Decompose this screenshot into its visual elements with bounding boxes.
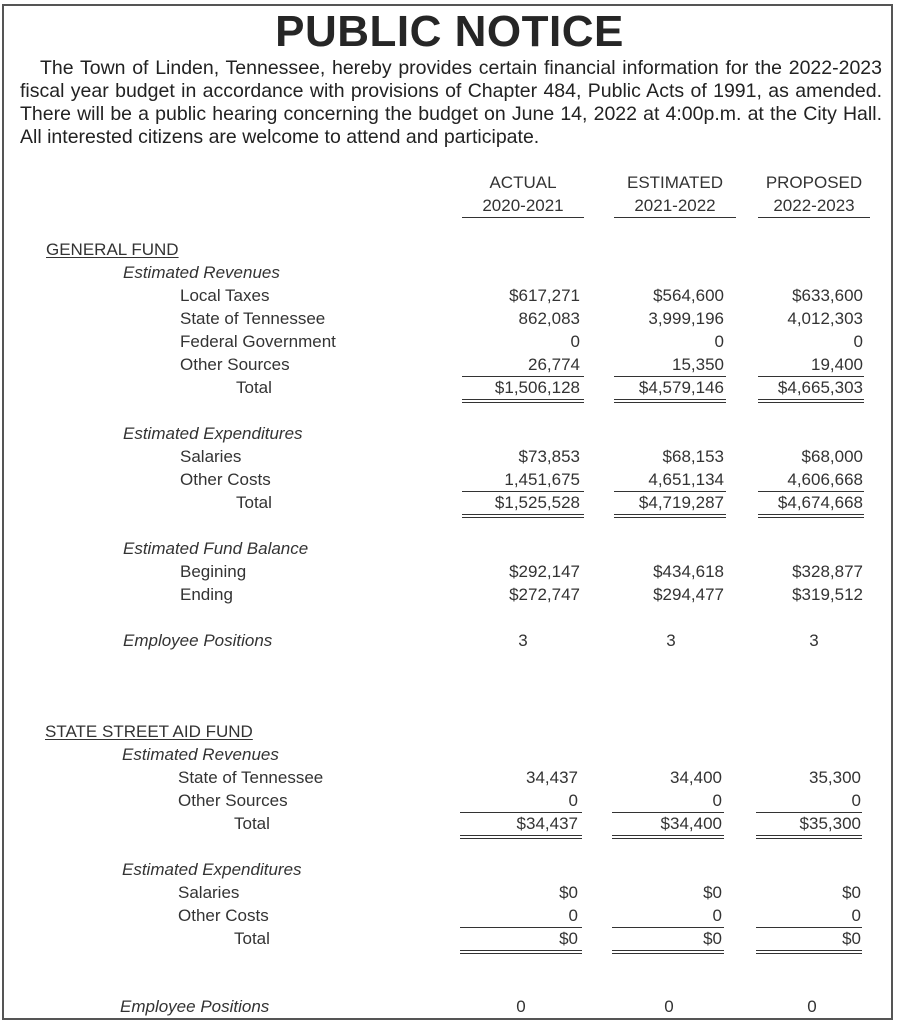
column-header-estimated	[614, 171, 736, 218]
gf-balance-value: $272,747	[509, 585, 580, 604]
gf-fund-balance-label: Estimated Fund Balance	[123, 539, 309, 558]
gf-rev-total-value: $4,665,303	[777, 378, 863, 397]
subtotal-rule	[756, 812, 862, 813]
gf-rev-total-label: Total	[236, 378, 272, 397]
column-header-proposed	[758, 171, 870, 218]
gf-revenues-label: Estimated Revenues	[123, 263, 280, 282]
subtotal-rule	[614, 376, 726, 377]
total-rule	[756, 950, 862, 951]
ssa-rev-row-label: Other Sources	[178, 791, 288, 810]
total-rule	[460, 953, 582, 954]
gf-exp-value: $73,853	[518, 447, 580, 466]
total-rule	[614, 399, 726, 400]
subtotal-rule	[460, 812, 582, 813]
ssa-exp-value: 0	[568, 906, 578, 925]
gf-expenditures-label: Estimated Expenditures	[123, 424, 303, 443]
gf-exp-total-value: $1,525,528	[494, 493, 580, 512]
total-rule	[758, 402, 864, 403]
total-rule	[462, 402, 584, 403]
gf-rev-value: 26,774	[528, 355, 580, 374]
gf-balance-value: $319,512	[792, 585, 863, 604]
ssa-exp-value: $0	[703, 883, 722, 902]
column-header-label: ACTUAL	[489, 173, 557, 192]
gf-rev-total-value: $1,506,128	[494, 378, 580, 397]
gf-exp-value: $68,153	[662, 447, 724, 466]
ssa-exp-total-value: $0	[703, 929, 722, 948]
gf-rev-value: 0	[714, 332, 724, 351]
total-rule	[756, 953, 862, 954]
total-rule	[614, 514, 726, 515]
ssa-rev-value: 34,400	[670, 768, 722, 787]
subtotal-rule	[462, 491, 584, 492]
ssa-expenditures-label: Estimated Expenditures	[122, 860, 302, 879]
gf-rev-value: 19,400	[811, 355, 863, 374]
gf-exp-total-value: $4,719,287	[638, 493, 724, 512]
intro-line-1: The Town of Linden, Tennessee, hereby provides certain financial information for the 2022-2023	[40, 57, 882, 79]
ssa-revenues-label: Estimated Revenues	[122, 745, 279, 764]
gf-exp-total-value: $4,674,668	[777, 493, 863, 512]
gf-exp-value: 4,651,134	[648, 470, 724, 489]
gf-employee-positions-label: Employee Positions	[123, 631, 273, 650]
total-rule	[462, 517, 584, 518]
ssa-exp-total-label: Total	[234, 929, 270, 948]
subtotal-rule	[612, 812, 724, 813]
ssa-exp-value: 0	[851, 906, 861, 925]
intro-line-3: There will be a public hearing concerning the budget on June 14, 2022 at 4:00p.m. at the City Hall. All	[20, 103, 882, 148]
subtotal-rule	[612, 927, 724, 928]
gf-balance-value: $328,877	[792, 562, 863, 581]
ssa-rev-row-label: State of Tennessee	[178, 768, 324, 787]
gf-employee-value: 3	[809, 631, 819, 650]
notice-title: PUBLIC NOTICE	[275, 7, 624, 56]
ssa-exp-value: $0	[559, 883, 578, 902]
gf-rev-value: $564,600	[653, 286, 724, 305]
column-header-label: PROPOSED	[765, 173, 863, 192]
gf-rev-value: 3,999,196	[648, 309, 724, 328]
total-rule	[612, 950, 724, 951]
gf-balance-value: $292,147	[509, 562, 580, 581]
ssa-employee-positions-label: Employee Positions	[120, 997, 270, 1016]
subtotal-rule	[462, 376, 584, 377]
ssa-rev-value: 35,300	[809, 768, 861, 787]
column-header-year: 2021-2022	[614, 194, 736, 218]
ssa-exp-value: 0	[712, 906, 722, 925]
ssa-exp-value: $0	[842, 883, 861, 902]
gf-rev-value: 862,083	[518, 309, 580, 328]
gf-balance-value: $434,618	[653, 562, 724, 581]
gf-exp-row-label: Other Costs	[180, 470, 271, 489]
ssa-exp-row-label: Salaries	[178, 883, 240, 902]
total-rule	[460, 838, 582, 839]
ssa-rev-total-value: $34,400	[660, 814, 722, 833]
total-rule	[612, 838, 724, 839]
gf-exp-row-label: Salaries	[180, 447, 242, 466]
state-street-aid-fund-heading: STATE STREET AID FUND	[45, 722, 253, 741]
gf-rev-value: 4,012,303	[787, 309, 863, 328]
gf-rev-value: $617,271	[509, 286, 580, 305]
gf-rev-total-value: $4,579,146	[638, 378, 724, 397]
gf-rev-value: 15,350	[672, 355, 724, 374]
column-header-label: ESTIMATED	[626, 173, 724, 192]
total-rule	[612, 835, 724, 836]
gf-exp-total-label: Total	[236, 493, 272, 512]
ssa-rev-value: 0	[568, 791, 578, 810]
gf-rev-row-label: Local Taxes	[180, 286, 270, 305]
ssa-exp-total-value: $0	[559, 929, 578, 948]
ssa-employee-value: 0	[807, 997, 817, 1016]
gf-balance-row-label: Ending	[180, 585, 233, 604]
gf-employee-value: 3	[666, 631, 676, 650]
gf-rev-row-label: Federal Government	[180, 332, 336, 351]
subtotal-rule	[758, 376, 864, 377]
total-rule	[614, 402, 726, 403]
column-header-actual	[462, 171, 584, 218]
gf-employee-value: 3	[518, 631, 528, 650]
total-rule	[460, 950, 582, 951]
total-rule	[756, 835, 862, 836]
total-rule	[612, 953, 724, 954]
ssa-rev-value: 34,437	[526, 768, 578, 787]
gf-exp-value: 4,606,668	[787, 470, 863, 489]
general-fund-heading: GENERAL FUND	[46, 240, 179, 259]
ssa-employee-value: 0	[516, 997, 526, 1016]
total-rule	[758, 514, 864, 515]
gf-rev-value: 0	[853, 332, 863, 351]
gf-rev-value: $633,600	[792, 286, 863, 305]
total-rule	[462, 514, 584, 515]
subtotal-rule	[460, 927, 582, 928]
gf-rev-row-label: State of Tennessee	[180, 309, 326, 328]
intro-paragraph	[20, 57, 882, 149]
ssa-exp-row-label: Other Costs	[178, 906, 269, 925]
total-rule	[462, 399, 584, 400]
gf-rev-row-label: Other Sources	[180, 355, 290, 374]
gf-exp-value: 1,451,675	[504, 470, 580, 489]
ssa-rev-value: 0	[712, 791, 722, 810]
total-rule	[758, 517, 864, 518]
intro-line-4: interested citizens are welcome to attend and participate.	[47, 126, 540, 148]
total-rule	[460, 835, 582, 836]
ssa-rev-total-value: $34,437	[516, 814, 578, 833]
gf-balance-row-label: Begining	[180, 562, 247, 581]
total-rule	[756, 838, 862, 839]
column-header-year: 2020-2021	[462, 194, 584, 218]
ssa-employee-value: 0	[664, 997, 674, 1016]
total-rule	[758, 399, 864, 400]
subtotal-rule	[758, 491, 864, 492]
ssa-exp-total-value: $0	[842, 929, 861, 948]
subtotal-rule	[756, 927, 862, 928]
gf-rev-value: 0	[570, 332, 580, 351]
intro-line-2: fiscal year budget in accordance with provisions of Chapter 484, Public Acts of 1991, as amended.	[20, 80, 882, 102]
subtotal-rule	[614, 491, 726, 492]
ssa-rev-total-label: Total	[234, 814, 270, 833]
ssa-rev-value: 0	[851, 791, 861, 810]
column-header-year: 2022-2023	[758, 194, 870, 218]
total-rule	[614, 517, 726, 518]
gf-balance-value: $294,477	[653, 585, 724, 604]
ssa-rev-total-value: $35,300	[799, 814, 861, 833]
gf-exp-value: $68,000	[801, 447, 863, 466]
